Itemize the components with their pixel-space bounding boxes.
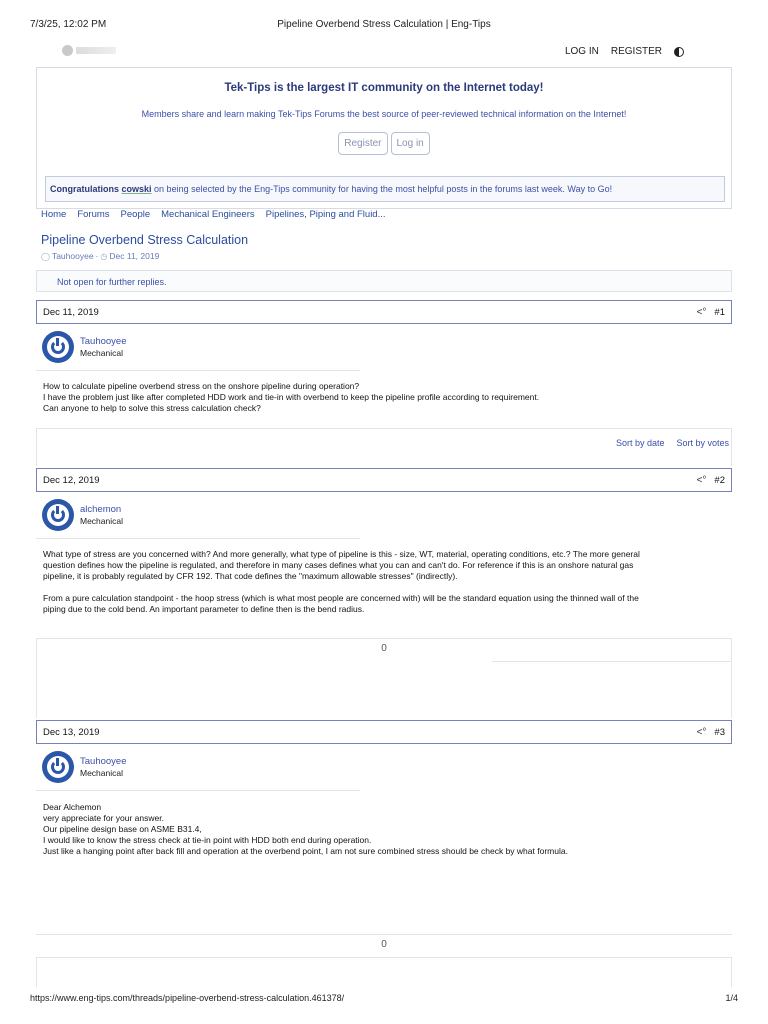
print-page-number: 1/4 <box>725 993 738 1003</box>
breadcrumb-home[interactable]: Home <box>41 209 67 220</box>
post-line: How to calculate pipeline overbend stress on the onshore pipeline during operation? <box>43 381 360 391</box>
post-line: very appreciate for your answer. <box>43 813 164 823</box>
congrats-user-link[interactable]: cowski <box>121 184 152 194</box>
clock-icon: ◷ <box>100 251 108 261</box>
top-bar <box>36 42 732 62</box>
post-line: Our pipeline design base on ASME B31.4, <box>43 824 202 834</box>
power-icon <box>51 340 65 354</box>
post-line: What type of stress are you concerned with? And more generally, what type of pipeline is this - size, WT, material, operating conditions, etc.? The more general <box>43 549 640 559</box>
post-line: piping due to the cold bend. An important parameter to define then is the bend radius. <box>43 604 365 614</box>
post-2-body <box>43 549 723 615</box>
register-link[interactable]: REGISTER <box>610 46 662 57</box>
thread-title: Pipeline Overbend Stress Calculation <box>41 233 249 247</box>
post-line: pipeline, it is probably regulated by CFR 192. That code defines the "maximum allowable stresses" (indirectly). <box>43 571 458 581</box>
user-icon: ◯ <box>41 251 50 261</box>
vote-count[interactable]: 0 <box>381 643 387 654</box>
post-date[interactable]: Dec 11, 2019 <box>43 307 99 318</box>
breadcrumb-pipelines[interactable]: Pipelines, Piping and Fluid... <box>265 209 386 220</box>
print-url: https://www.eng-tips.com/threads/pipeline-overbend-stress-calculation.461378/ <box>30 993 345 1003</box>
post-line: From a pure calculation standpoint - the hoop stress (which is what most people are concerned with) will be the standard equation using the thinned wall of the <box>43 593 639 603</box>
promo-subtext: Members share and learn making Tek-Tips Forums the best source of peer-reviewed technical information on the Internet! <box>141 109 627 119</box>
congrats-prefix: Congratulations <box>50 184 119 194</box>
post-2-header <box>36 468 732 492</box>
power-icon <box>51 760 65 774</box>
closed-notice: Not open for further replies. <box>36 270 732 292</box>
post-line: question defines how the pipeline is regulated, and therefore in many cases defines what you can and can't do. For reference if this is an onshore natural gas <box>43 560 634 570</box>
post-date[interactable]: Dec 12, 2019 <box>43 475 100 486</box>
register-button[interactable]: Register <box>338 132 387 155</box>
avatar[interactable] <box>42 751 74 783</box>
post-1-header <box>36 300 732 324</box>
post-3-header <box>36 720 732 744</box>
author-name[interactable]: Tauhooyee <box>80 756 127 767</box>
author-role: Mechanical <box>80 768 123 778</box>
avatar[interactable] <box>42 331 74 363</box>
author-name[interactable]: Tauhooyee <box>80 336 127 347</box>
logo-wordmark <box>76 47 116 54</box>
post-2-author <box>42 499 123 531</box>
thread-author[interactable]: Tauhooyee <box>51 251 94 261</box>
promo-banner <box>36 67 732 209</box>
breadcrumb-forums[interactable]: Forums <box>77 209 110 220</box>
post-line: I have the problem just like after completed HDD work and tie-in with overbend to keep the pipeline profile according to requirement. <box>43 392 540 402</box>
post-1-body <box>43 381 723 414</box>
author-name[interactable]: alchemon <box>80 504 122 515</box>
post-3-body <box>43 802 723 857</box>
post-number[interactable]: #3 <box>714 727 725 738</box>
post-line: Can anyone to help to solve this stress calculation check? <box>43 403 261 413</box>
sort-by-votes-tab[interactable]: Sort by votes <box>676 438 729 448</box>
top-nav <box>565 46 684 57</box>
share-icon[interactable]: <° <box>696 475 707 486</box>
sort-controls <box>616 438 729 448</box>
post-1-author <box>42 331 126 363</box>
print-header <box>0 19 768 33</box>
breadcrumb <box>41 209 386 220</box>
thread-date[interactable]: Dec 11, 2019 <box>109 251 160 261</box>
power-icon <box>51 508 65 522</box>
post-number[interactable]: #1 <box>714 307 725 318</box>
logo-icon <box>62 45 73 56</box>
congrats-text: on being selected by the Eng-Tips community for having the most helpful posts in the forums last week. Way to Go! <box>154 184 613 194</box>
author-role: Mechanical <box>80 348 123 358</box>
share-icon[interactable]: <° <box>696 727 707 738</box>
print-datetime: 7/3/25, 12:02 PM <box>30 19 107 30</box>
promo-buttons <box>37 132 731 155</box>
post-3-reactions <box>36 934 732 958</box>
breadcrumb-people[interactable]: People <box>120 209 151 220</box>
post-line: Just like a hanging point after back fill and operation at the overbend point, I am not sure combined stress should be check by what formula. <box>43 846 568 856</box>
post-2-reactions <box>36 638 732 662</box>
vote-count[interactable]: 0 <box>381 939 387 950</box>
print-page-title: Pipeline Overbend Stress Calculation | Eng-Tips <box>277 19 491 30</box>
post-number[interactable]: #2 <box>714 475 725 486</box>
thread-meta: ◯ Tauhooyee · ◷ Dec 11, 2019 <box>41 251 160 261</box>
post-line: Dear Alchemon <box>43 802 102 812</box>
avatar[interactable] <box>42 499 74 531</box>
sort-by-date-tab[interactable]: Sort by date <box>615 438 665 448</box>
share-icon[interactable]: <° <box>696 307 707 318</box>
breadcrumb-mechanical-engineers[interactable]: Mechanical Engineers <box>161 209 255 220</box>
login-button[interactable]: Log in <box>391 132 430 155</box>
congrats-notice <box>45 176 725 202</box>
theme-toggle-icon[interactable] <box>674 47 684 57</box>
site-logo[interactable] <box>62 45 116 56</box>
promo-headline: Tek-Tips is the largest IT community on the Internet today! <box>224 82 544 94</box>
login-link[interactable]: LOG IN <box>564 46 599 57</box>
author-role: Mechanical <box>80 516 123 526</box>
post-line: I would like to know the stress check at tie-in point with HDD both end during operation. <box>43 835 372 845</box>
post-date[interactable]: Dec 13, 2019 <box>43 727 100 738</box>
post-3-author <box>42 751 126 783</box>
